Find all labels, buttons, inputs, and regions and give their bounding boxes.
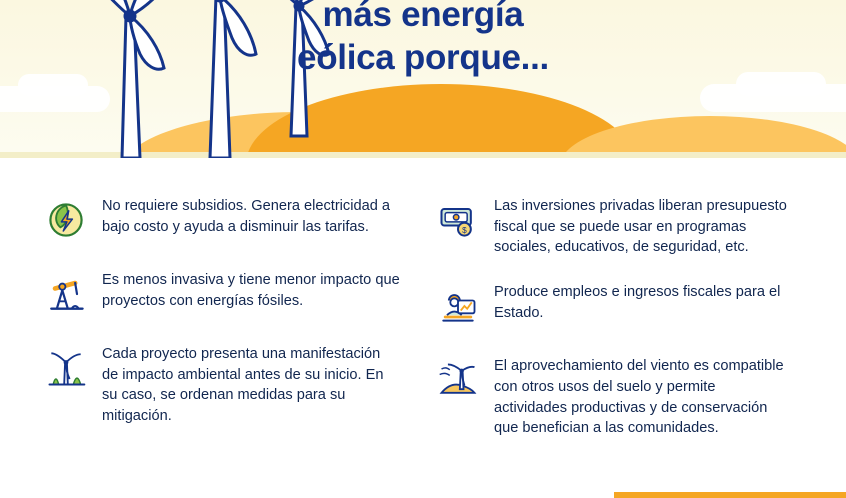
wind-turbine-trees-icon xyxy=(40,342,92,394)
list-item-text: Es menos invasiva y tiene menor impacto que proyectos con energías fósiles. xyxy=(102,272,400,309)
money-leaf-icon xyxy=(40,194,92,246)
page-title-line-1: más energía xyxy=(322,0,524,34)
list-item xyxy=(40,194,400,246)
hero-banner xyxy=(0,0,846,158)
list-item-text: Cada proyecto presenta una manifestación de impacto ambiental antes de su inicio. En su caso, se ordenan medidas para su mitigación. xyxy=(102,346,384,425)
list-item xyxy=(40,342,400,427)
list-item-text: Las inversiones privadas liberan presupuesto fiscal que se puede usar en programas sociales, educativos, de seguridad, etc. xyxy=(494,198,787,256)
list-item xyxy=(432,194,792,258)
list-item xyxy=(432,354,792,439)
banknotes-coin-icon xyxy=(432,194,484,246)
turbine-field-icon xyxy=(432,354,484,406)
list-item xyxy=(432,280,792,332)
oil-pump-icon xyxy=(40,268,92,320)
footer-accent-bar xyxy=(614,492,846,498)
page-title-line-2: eólica porque... xyxy=(297,37,549,77)
list-item xyxy=(40,268,400,320)
page-title xyxy=(0,0,846,79)
list-item-text: Produce empleos e ingresos fiscales para el Estado. xyxy=(494,284,781,321)
list-item-text: No requiere subsidios. Genera electricidad a bajo costo y ayuda a disminuir las tarifas. xyxy=(102,198,390,235)
benefits-column-right xyxy=(432,194,792,461)
list-item-text: El aprovechamiento del viento es compatible con otros usos del suelo y permite actividades productivas y de conservación que benefician a las comunidades. xyxy=(494,358,784,437)
benefits-content xyxy=(0,158,846,498)
svg-text:$: $ xyxy=(462,225,467,235)
benefits-column-left xyxy=(40,194,400,449)
worker-chart-icon xyxy=(432,280,484,332)
